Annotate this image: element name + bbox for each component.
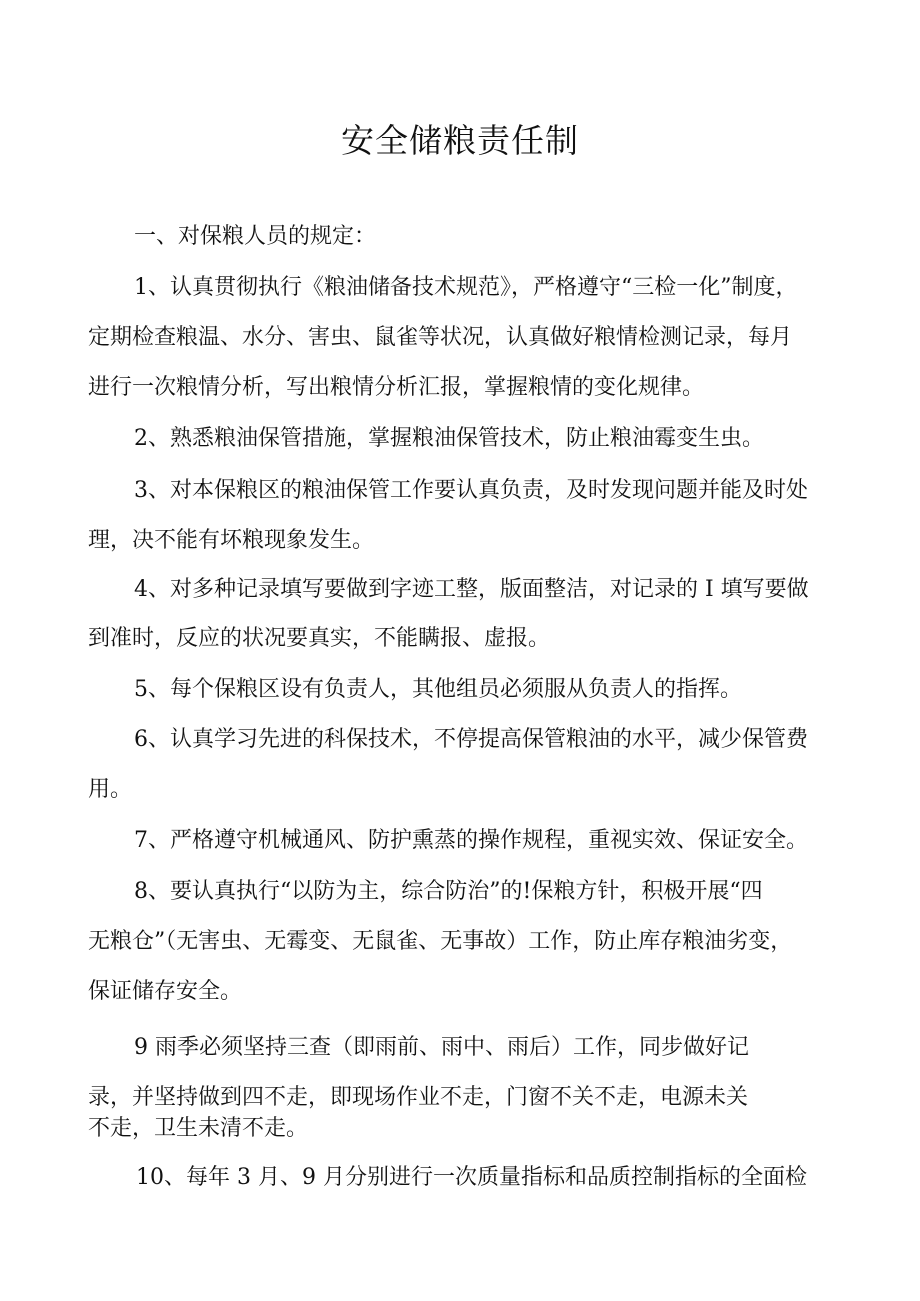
paragraph-line: 8、要认真执行“以防为主，综合防治”的!保粮方针，积极开展“四 — [134, 879, 763, 904]
paragraph-line: 保证储存安全。 — [88, 979, 243, 1004]
paragraph-line: 1、认真贯彻执行《粮油储备技术规范》，严格遵守“三检一化”制度， — [134, 275, 798, 300]
paragraph-line: 定期检查粮温、水分、害虫、鼠雀等状况，认真做好粮情检测记录，每月 — [88, 325, 793, 350]
paragraph-line: 到准时，反应的状况要真实，不能瞒报、虚报。 — [88, 626, 551, 651]
paragraph-line: 进行一次粮情分析，写出粮情分析汇报，掌握粮情的变化规律。 — [88, 375, 705, 400]
paragraph-line: 7、严格遵守机械通风、防护熏蒸的操作规程，重视实效、保证安全。 — [134, 828, 808, 853]
paragraph-line: 3、对本保粮区的粮油保管工作要认真负责，及时发现问题并能及时处 — [134, 478, 808, 503]
page-title: 安全储粮责任制 — [341, 121, 579, 160]
paragraph-line: 用。 — [88, 777, 133, 802]
paragraph-line: 5、每个保粮区设有负责人，其他组员必须服从负责人的指挥。 — [134, 677, 742, 702]
section-heading: 一、对保粮人员的规定： — [134, 224, 377, 249]
paragraph-line: 不走，卫生未清不走。 — [88, 1116, 309, 1141]
paragraph-line: 无粮仓”（无害虫、无霉变、无鼠雀、无事故）工作，防止库存粮油劣变， — [88, 929, 793, 954]
paragraph-line: 9 雨季必须坚持三查（即雨前、雨中、雨后）工作，同步做好记 — [134, 1035, 749, 1060]
paragraph-line: 2、熟悉粮油保管措施，掌握粮油保管技术，防止粮油霉变生虫。 — [134, 426, 764, 451]
paragraph-line: 录，并坚持做到四不走，即现场作业不走，门窗不关不走，电源未关 — [88, 1085, 749, 1110]
paragraph-line: 理，决不能有坏粮现象发生。 — [88, 528, 375, 553]
paragraph-line: 10、每年 3 月、9 月分别进行一次质量指标和品质控制指标的全面检 — [136, 1165, 807, 1190]
paragraph-line: 6、认真学习先进的科保技术，不停提高保管粮油的水平，减少保管费 — [134, 727, 808, 752]
paragraph-line: 4、对多种记录填写要做到字迹工整，版面整洁，对记录的 I 填写要做 — [134, 577, 809, 602]
